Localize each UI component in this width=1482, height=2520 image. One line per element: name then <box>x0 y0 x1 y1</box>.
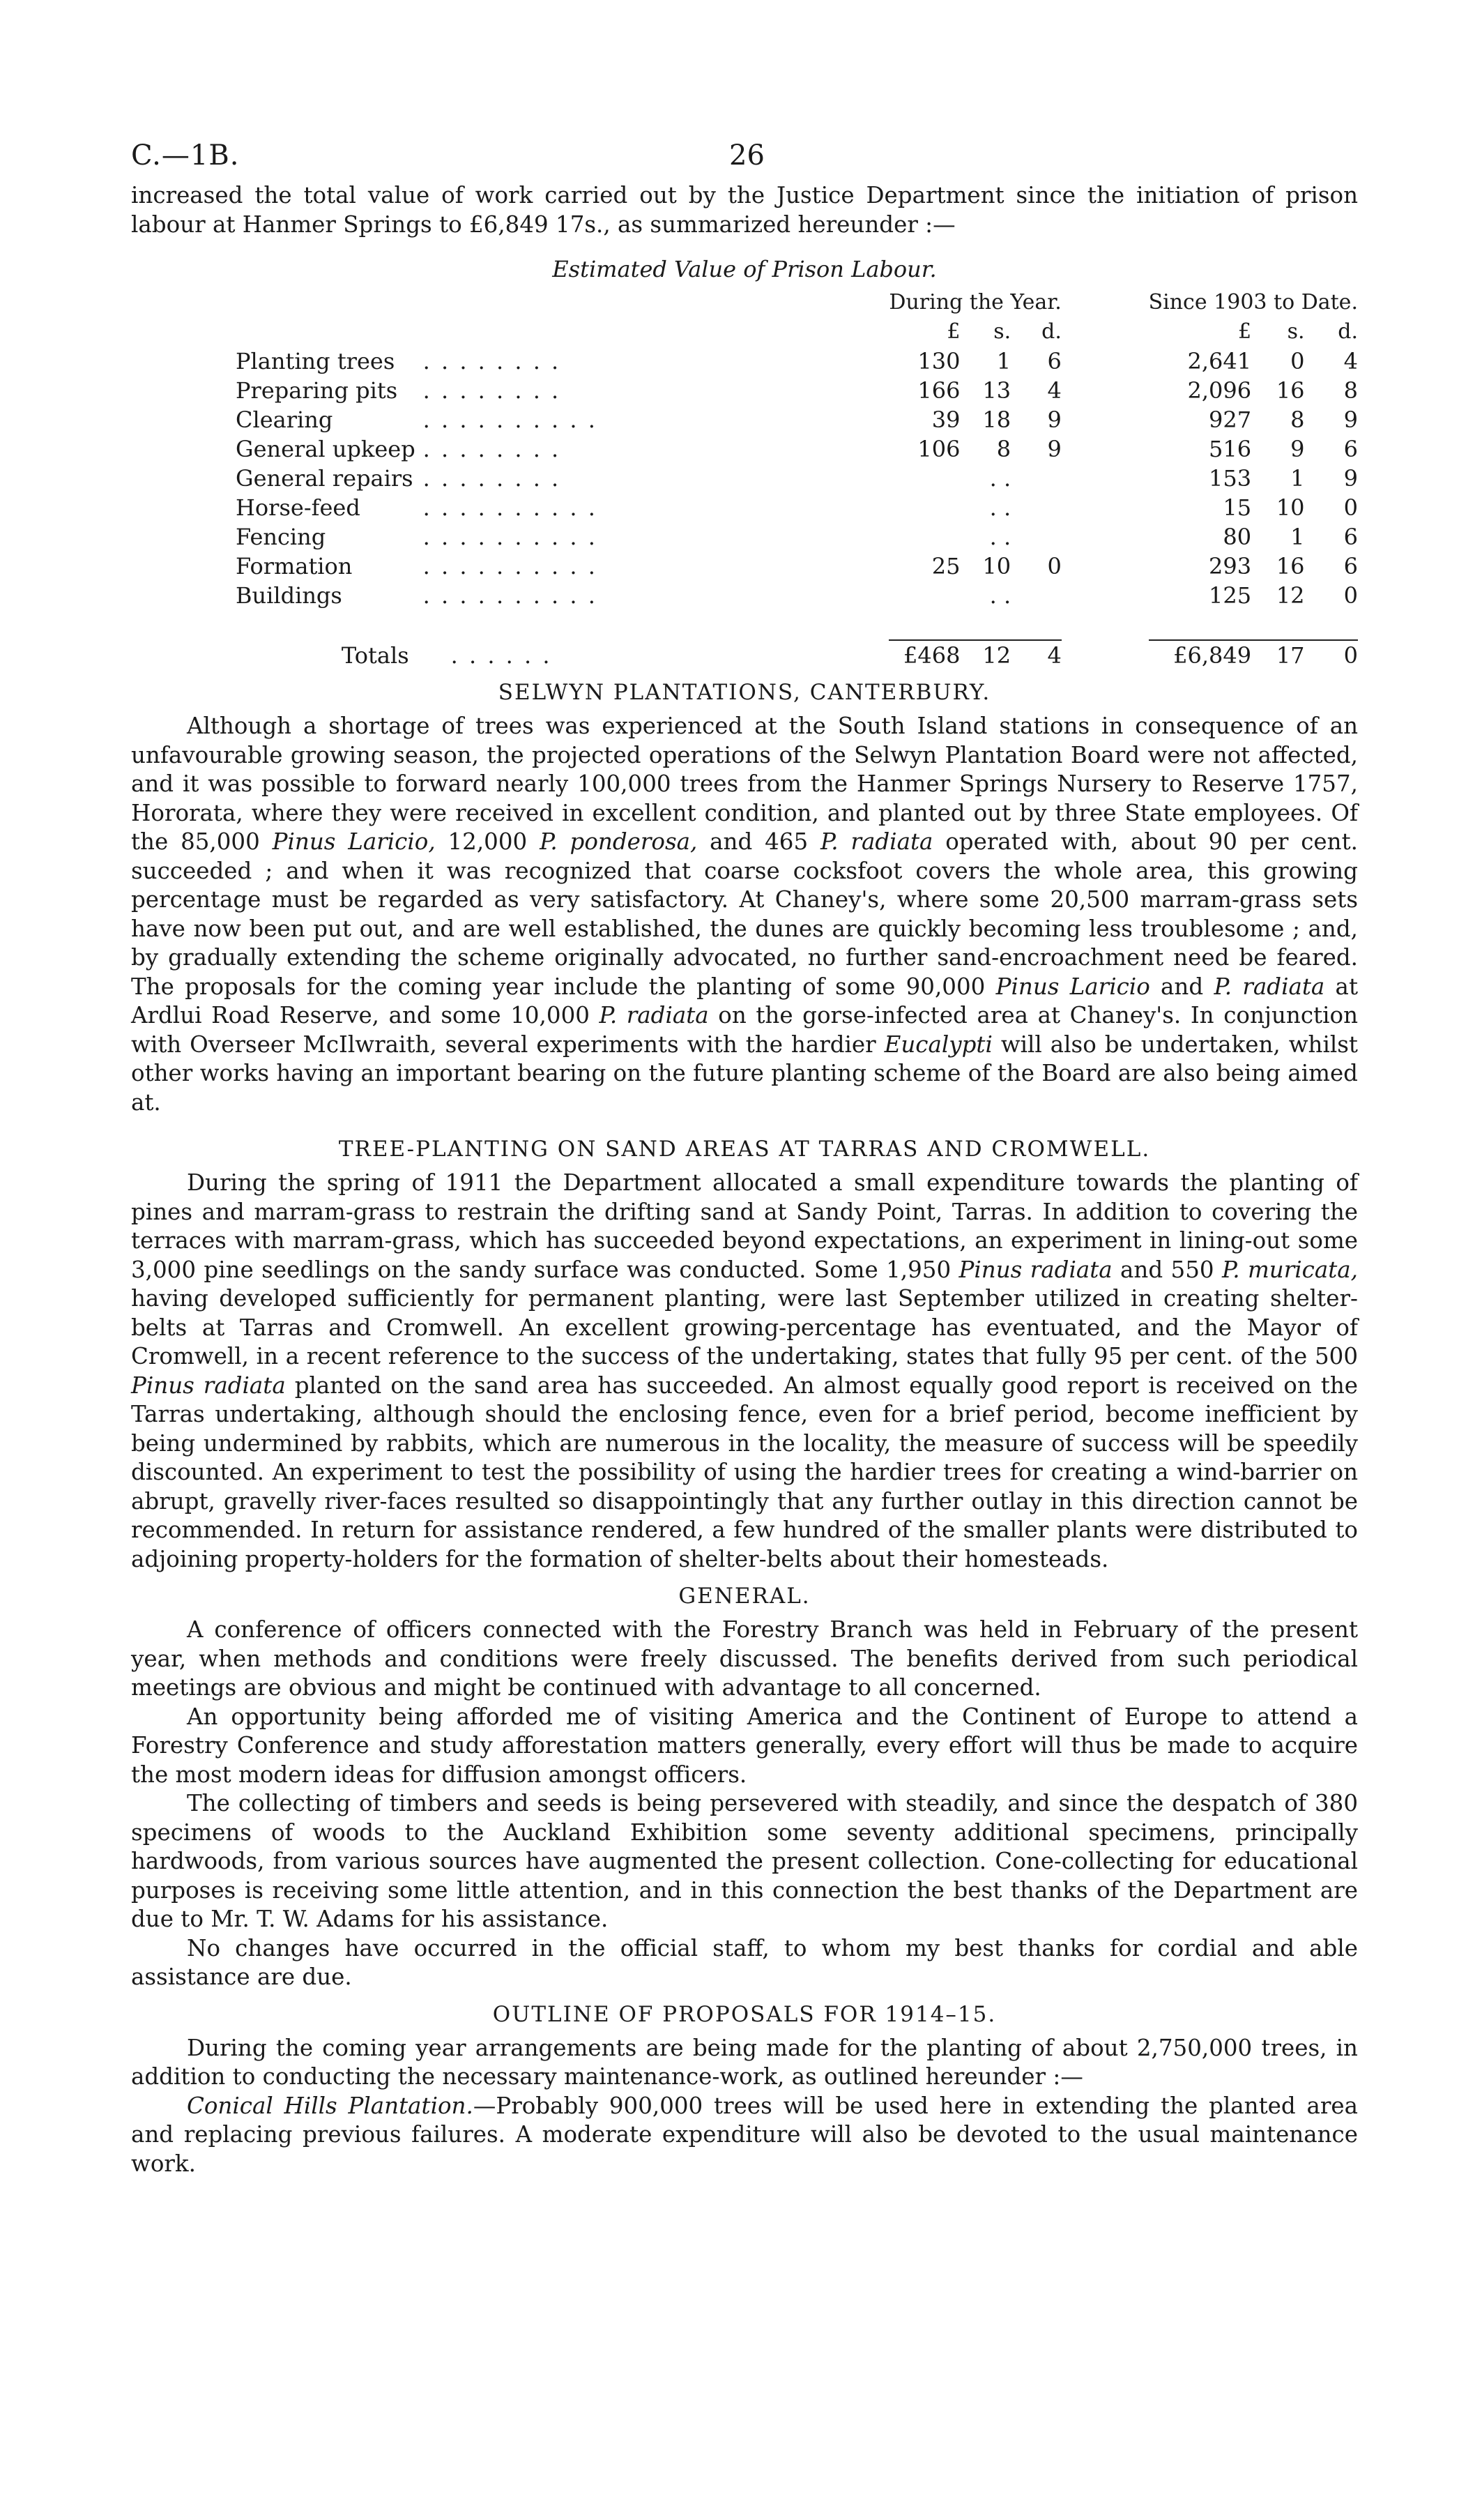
table-rule <box>236 610 1358 640</box>
year-pence: 6 <box>1047 348 1062 374</box>
table-row <box>236 405 1358 434</box>
unit-pounds: £ <box>947 319 961 344</box>
year-pounds <box>889 493 960 522</box>
year-shillings: . . <box>989 582 1011 609</box>
since-pounds: 153 <box>1209 465 1252 492</box>
selwyn-paragraph: Although a shortage of trees was experienced at the South Island stations in consequence of an unfavourable growing season, the projected operations of the Selwyn Plantation Board were not affected, and it was possible to forward nearly 100,000 trees from the Hanmer Springs Nursery to Reserve 1757, Hororata, where they were received in excellent condition, and planted out by three State employees. Of the 85,000 Pinus Laricio, 12,000 P. ponderosa, and 465 P. radiata operated with, about 90 per cent. succeeded ; and when it was recognized that coarse cocksfoot covers the whole area, this growing percentage must be regarded as very satisfactory. At Chaney's, where some 20,500 marram-grass sets have now been put out, and are well established, the dunes are quickly becoming less troublesome ; and, by gradually extending the scheme originally advocated, no further sand-encroachment need be feared. The proposals for the coming year include the planting of some 90,000 Pinus Laricio and P. radiata at Ardlui Road Reserve, and some 10,000 P. radiata on the gorse-infected area at Chaney's. In conjunction with Overseer McIlwraith, several experiments with the hardier Eucalypti will also be undertaken, whilst other works having an important bearing on the future planting scheme of the Board are also being aimed at. <box>131 713 1359 1116</box>
since-shillings: 16 <box>1276 377 1305 404</box>
general-paragraph-4: No changes have occurred in the official staff, to whom my best thanks for cordial and able assistance are due. <box>131 1934 1358 1990</box>
leader-dots: . . . . . . . . . . <box>422 553 597 579</box>
table-row <box>236 522 1358 552</box>
year-shillings: 18 <box>982 407 1011 433</box>
year-shillings: 13 <box>982 377 1011 404</box>
document-page <box>131 139 1358 2178</box>
year-pounds: 39 <box>931 407 961 433</box>
since-shillings: 12 <box>1276 582 1305 609</box>
since-shillings: 9 <box>1290 436 1305 462</box>
year-shillings: . . <box>989 465 1011 492</box>
leader-dots: . . . . . . . . <box>422 377 561 404</box>
year-pence: 0 <box>1047 553 1062 579</box>
col-header-year: During the Year. <box>889 290 1062 314</box>
section-heading-tarras: TREE-PLANTING ON SAND AREAS AT TARRAS AND CROMWELL. <box>338 1137 1151 1162</box>
since-pounds: 2,096 <box>1187 377 1252 404</box>
totals-since-pence: 0 <box>1343 642 1358 669</box>
general-paragraph-3: The collecting of timbers and seeds is being persevered with steadily, and since the despatch of 380 specimens of woods to the Auckland Exhibition some seventy additional specimens, principally hardwoods, from various sources have augmented the present collection. Cone-collecting for educational purposes is receiving some little attention, and in this connection the best thanks of the Department are due to Mr. T. W. Adams for his assistance. <box>131 1790 1358 1932</box>
totals-since-shillings: 17 <box>1276 642 1305 669</box>
table-row <box>236 581 1358 610</box>
since-shillings: 8 <box>1290 407 1305 433</box>
row-label: Preparing pits <box>236 377 398 404</box>
since-pounds: 2,641 <box>1187 348 1252 374</box>
table-unit-row <box>236 317 1358 347</box>
totals-year-pence: 4 <box>1047 642 1062 669</box>
since-shillings: 0 <box>1290 348 1305 374</box>
intro-paragraph: increased the total value of work carried out by the Justice Department since the initiation of prison labour at Hanmer Springs to £6,849 17s., as summarized hereunder :— <box>131 182 1358 238</box>
year-shillings: 8 <box>996 436 1011 462</box>
year-pounds: 106 <box>917 436 961 462</box>
table-row <box>236 464 1358 493</box>
unit-pounds: £ <box>1238 319 1252 344</box>
row-label: Fencing <box>236 524 326 550</box>
outline-paragraph-2: Conical Hills Plantation.—Probably 900,000 trees will be used here in extending the planted area and replacing previous failures. A moderate expenditure will also be devoted to the usual maintenance work. <box>131 2092 1358 2177</box>
year-pounds: 166 <box>917 377 961 404</box>
since-pounds: 927 <box>1209 407 1252 433</box>
totals-row <box>236 640 1358 670</box>
year-shillings: . . <box>989 494 1011 521</box>
since-shillings: 16 <box>1276 553 1305 579</box>
year-shillings: 10 <box>982 553 1011 579</box>
running-header <box>131 139 1358 181</box>
year-pence: 4 <box>1047 377 1062 404</box>
since-pence: 0 <box>1343 494 1358 521</box>
page-number: 26 <box>729 139 765 172</box>
year-shillings: . . <box>989 524 1011 550</box>
general-paragraph-2: An opportunity being afforded me of visiting America and the Continent of Europe to attend a Forestry Conference and study afforestation matters generally, every effort will thus be made to acquire the most modern ideas for diffusion amongst officers. <box>131 1703 1358 1788</box>
year-pounds <box>889 464 960 493</box>
since-pence: 0 <box>1343 582 1358 609</box>
table-caption: Estimated Value of Prison Labour. <box>552 256 937 282</box>
since-pence: 6 <box>1343 553 1358 579</box>
since-pence: 9 <box>1343 407 1358 433</box>
year-pence: 9 <box>1047 407 1062 433</box>
general-paragraph-1: A conference of officers connected with the Forestry Branch was held in February of the present year, when methods and conditions were freely discussed. The benefits derived from such periodical meetings are obvious and might be continued with advantage to all concerned. <box>131 1616 1358 1701</box>
year-pounds: 130 <box>917 348 961 374</box>
since-pounds: 80 <box>1223 524 1252 550</box>
year-shillings: 1 <box>996 348 1011 374</box>
leader-dots: . . . . . . <box>450 642 552 669</box>
year-pence <box>1011 493 1062 522</box>
since-shillings: 1 <box>1290 524 1305 550</box>
unit-shillings: s. <box>1287 319 1305 344</box>
section-heading-selwyn: SELWYN PLANTATIONS, CANTERBURY. <box>498 680 991 705</box>
since-shillings: 1 <box>1290 465 1305 492</box>
leader-dots: . . . . . . . . . . <box>422 524 597 550</box>
section-heading-general: GENERAL. <box>678 1584 811 1609</box>
since-pounds: 125 <box>1209 582 1252 609</box>
since-pounds: 15 <box>1223 494 1252 521</box>
year-pounds <box>889 522 960 552</box>
table-row <box>236 552 1358 581</box>
leader-dots: . . . . . . . . <box>422 465 561 492</box>
since-pounds: 293 <box>1209 553 1252 579</box>
table-row <box>236 493 1358 522</box>
row-label: Clearing <box>236 407 333 433</box>
table-column-headers <box>236 288 1358 317</box>
year-pence <box>1011 522 1062 552</box>
year-pounds: 25 <box>931 553 961 579</box>
since-shillings: 10 <box>1276 494 1305 521</box>
totals-year-pounds: £468 <box>903 642 961 669</box>
row-label: Horse-feed <box>236 494 360 521</box>
year-pounds <box>889 581 960 610</box>
row-label: General repairs <box>236 465 413 492</box>
unit-shillings: s. <box>993 319 1011 344</box>
totals-label: Totals <box>341 642 409 669</box>
leader-dots: . . . . . . . . . . <box>422 407 597 433</box>
table-row <box>236 376 1358 405</box>
year-pence <box>1011 581 1062 610</box>
leader-dots: . . . . . . . . <box>422 436 561 462</box>
totals-since-pounds: £6,849 <box>1173 642 1252 669</box>
table-body <box>236 347 1358 610</box>
leader-dots: . . . . . . . . . . <box>422 494 597 521</box>
outline-paragraph-1: During the coming year arrangements are being made for the planting of about 2,750,000 trees, in addition to conducting the necessary maintenance-work, as outlined hereunder :— <box>131 2034 1358 2090</box>
since-pence: 8 <box>1343 377 1358 404</box>
unit-pence: d. <box>1041 319 1062 344</box>
row-label: Buildings <box>236 582 342 609</box>
document-code: C.—1B. <box>131 139 240 172</box>
row-label: General upkeep <box>236 436 415 462</box>
since-pence: 6 <box>1343 524 1358 550</box>
leader-dots: . . . . . . . . . . <box>422 582 597 609</box>
unit-pence: d. <box>1338 319 1358 344</box>
table-row <box>236 434 1358 464</box>
year-pence: 9 <box>1047 436 1062 462</box>
prison-labour-table <box>236 288 1358 670</box>
since-pence: 6 <box>1343 436 1358 462</box>
row-label: Formation <box>236 553 353 579</box>
totals-year-shillings: 12 <box>982 642 1011 669</box>
since-pence: 4 <box>1343 348 1358 374</box>
since-pence: 9 <box>1343 465 1358 492</box>
table-row <box>236 347 1358 376</box>
leader-dots: . . . . . . . . <box>422 348 561 374</box>
section-heading-outline: OUTLINE OF PROPOSALS FOR 1914–15. <box>492 2001 997 2027</box>
year-pence <box>1011 464 1062 493</box>
row-label: Planting trees <box>236 348 395 374</box>
since-pounds: 516 <box>1209 436 1252 462</box>
col-header-since: Since 1903 to Date. <box>1148 290 1358 314</box>
tarras-paragraph: During the spring of 1911 the Department allocated a small expenditure towards the planting of pines and marram-grass to restrain the drifting sand at Sandy Point, Tarras. In addition to covering the terraces with marram-grass, which has succeeded beyond expectations, an experiment in lining-out some 3,000 pine seedlings on the sandy surface was conducted. Some 1,950 Pinus radiata and 550 P. muricata, having developed sufficiently for permanent planting, were last September utilized in creating shelter-belts at Tarras and Cromwell. An excellent growing-percentage has eventuated, and the Mayor of Cromwell, in a recent reference to the success of the undertaking, states that fully 95 per cent. of the 500 Pinus radiata planted on the sand area has succeeded. An almost equally good report is received on the Tarras undertaking, although should the enclosing fence, even for a brief period, become inefficient by being undermined by rabbits, which are numerous in the locality, the measure of success will be speedily discounted. An experiment to test the possibility of using the hardier trees for creating a wind-barrier on abrupt, gravelly river-faces resulted so disappointingly that any further outlay in this direction cannot be recommended. In return for assistance rendered, a few hundred of the smaller plants were distributed to adjoining property-holders for the formation of shelter-belts about their homesteads. <box>131 1169 1359 1572</box>
